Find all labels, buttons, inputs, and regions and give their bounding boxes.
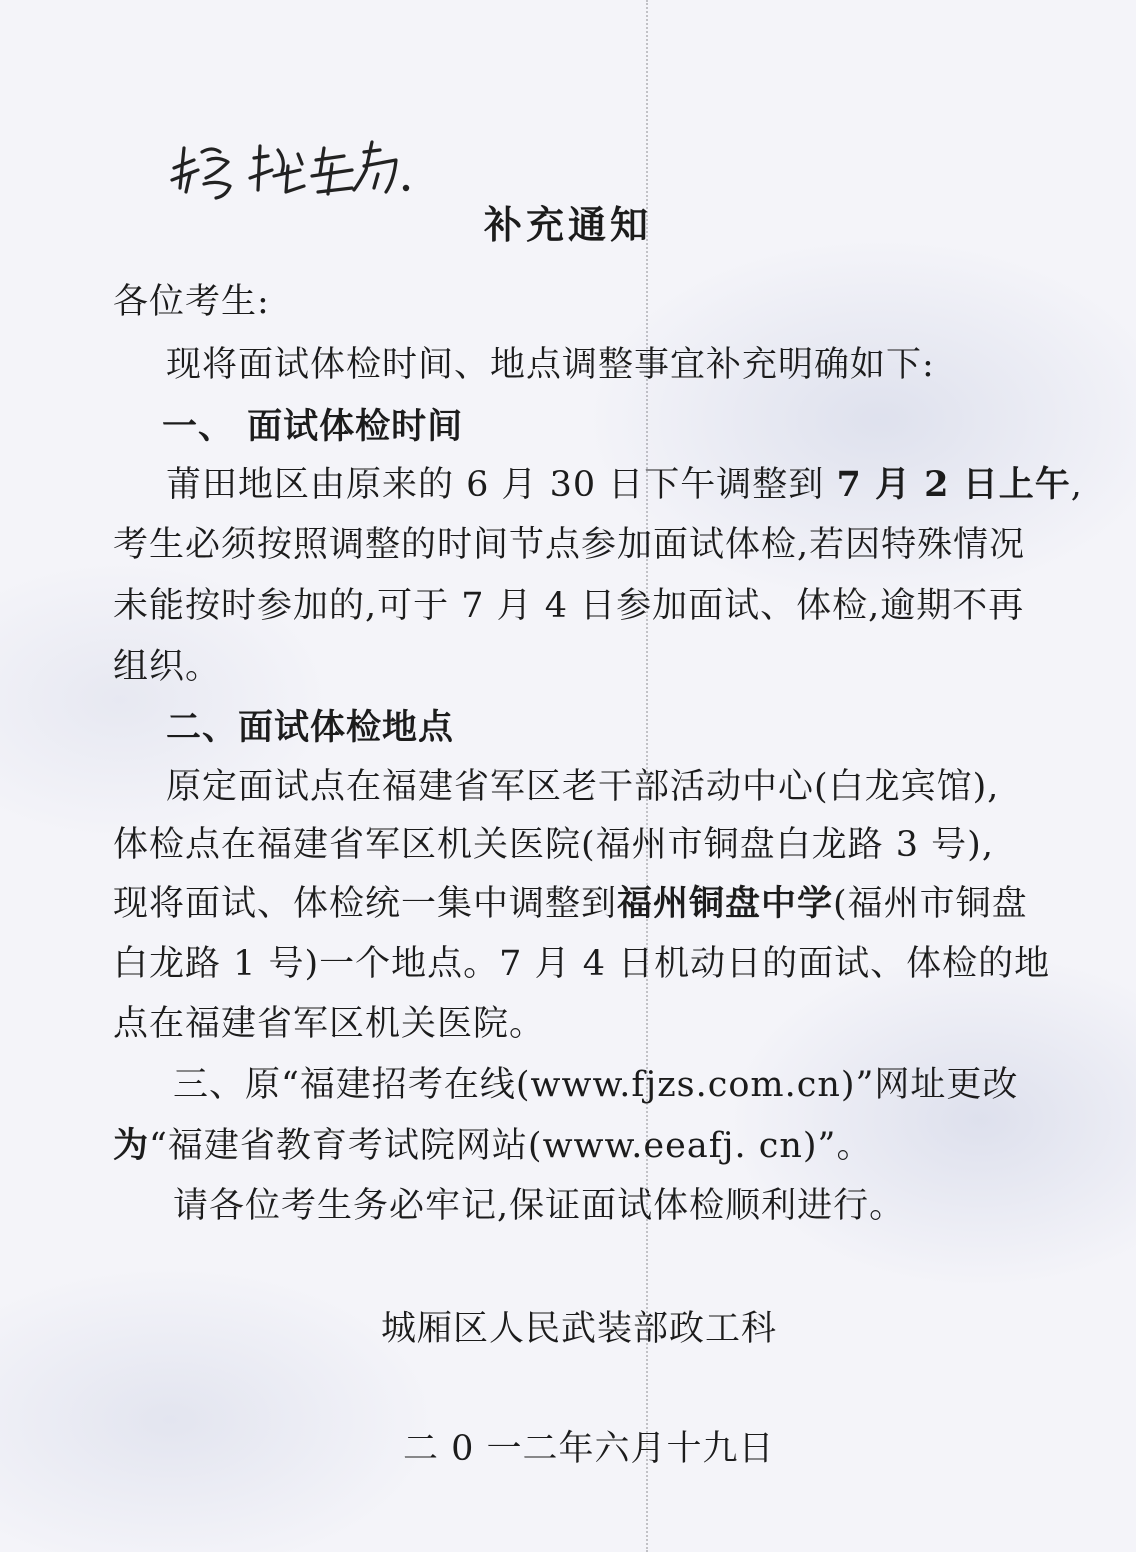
section-3-line-2-prefix: 为 — [113, 1125, 150, 1166]
issue-date: 二 0 一二年六月十九日 — [403, 1429, 775, 1469]
section-1-line-2: 考生必须按照调整的时间节点参加面试体检,若因特殊情况 — [113, 525, 1026, 565]
section-2-line-3 — [113, 882, 1028, 926]
section-1-line-1-comma: , — [1070, 465, 1083, 505]
new-date-emphasis: 7 月 2 日上午 — [836, 464, 1071, 505]
section-2-line-5: 点在福建省军区机关医院。 — [113, 1004, 546, 1044]
section-1-heading: 一、 面试体检时间 — [162, 406, 464, 447]
section-2-line-1: 原定面试点在福建省军区老干部活动中心(白龙宾馆), — [166, 767, 1000, 807]
section-1-line-3: 未能按时参加的,可于 7 月 4 日参加面试、体检,逾期不再 — [113, 586, 1025, 626]
section-2-line-3-address: (福州市铜盘 — [833, 884, 1028, 924]
section-1-line-1 — [166, 463, 1083, 507]
section-2-line-4: 白龙路 1 号)一个地点。7 月 4 日机动日的面试、体检的地 — [113, 944, 1051, 984]
section-2-heading: 二、面试体检地点 — [166, 707, 455, 748]
section-3-line-2-text: “福建省教育考试院网站(www.eeafj. cn)”。 — [149, 1126, 873, 1166]
section-2-line-2: 体检点在福建省军区机关医院(福州市铜盘白龙路 3 号), — [113, 825, 994, 865]
section-1-line-1-text: 莆田地区由原来的 6 月 30 日下午调整到 — [166, 465, 837, 505]
section-3-line-2 — [113, 1124, 872, 1168]
closing-line: 请各位考生务必牢记,保证面试体检顺利进行。 — [173, 1186, 906, 1226]
intro-paragraph: 现将面试体检时间、地点调整事宜补充明确如下: — [166, 345, 935, 385]
section-2-line-3-text: 现将面试、体检统一集中调整到 — [113, 884, 618, 924]
new-location-emphasis: 福州铜盘中学 — [617, 883, 834, 924]
handwritten-signature — [168, 130, 418, 205]
section-3-line-1: 三、原“福建招考在线(www.fjzs.com.cn)”网址更改 — [173, 1065, 1019, 1105]
issuer: 城厢区人民武装部政工科 — [381, 1309, 778, 1349]
document-title: 补充通知 — [483, 202, 652, 247]
section-1-line-4: 组织。 — [113, 647, 222, 687]
greeting: 各位考生: — [113, 282, 270, 322]
